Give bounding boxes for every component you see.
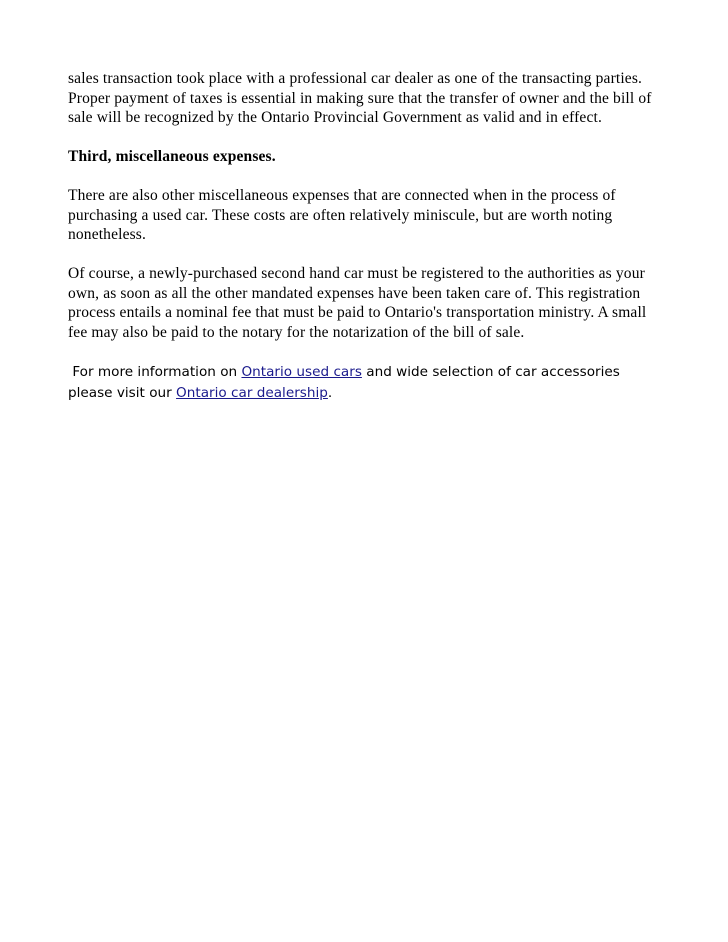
link-ontario-used-cars[interactable]: Ontario used cars bbox=[241, 363, 362, 380]
paragraph-miscellaneous-expenses: There are also other miscellaneous expenses that are connected when in the process of purchasing a used car. These costs are often relatively miniscule, but are worth noting nonetheless. bbox=[68, 187, 616, 243]
footer-more-info bbox=[68, 362, 658, 404]
section-heading-miscellaneous: Third, miscellaneous expenses. bbox=[68, 148, 276, 165]
footer-text-end: . bbox=[327, 384, 333, 401]
footer-text-start: For more information on bbox=[68, 363, 242, 380]
document-body bbox=[68, 69, 658, 404]
paragraph-registration: Of course, a newly-purchased second hand car must be registered to the authorities as your own, as soon as all the other mandated expenses have been taken care of. This registration process entails a nominal fee that must be paid to Ontario's transportation ministry. A small fee may also be paid to the notary for the notarization of the bill of sale. bbox=[68, 265, 647, 341]
footer-text-middle: and wide selection of car accessories please visit our bbox=[68, 363, 620, 401]
link-ontario-car-dealership[interactable]: Ontario car dealership bbox=[176, 384, 328, 401]
paragraph-tax-payment: sales transaction took place with a professional car dealer as one of the transacting parties. Proper payment of taxes is essential in making sure that the transfer of owner and the bill of sale will be recognized by the Ontario Provincial Government as valid and in effect. bbox=[68, 70, 652, 126]
